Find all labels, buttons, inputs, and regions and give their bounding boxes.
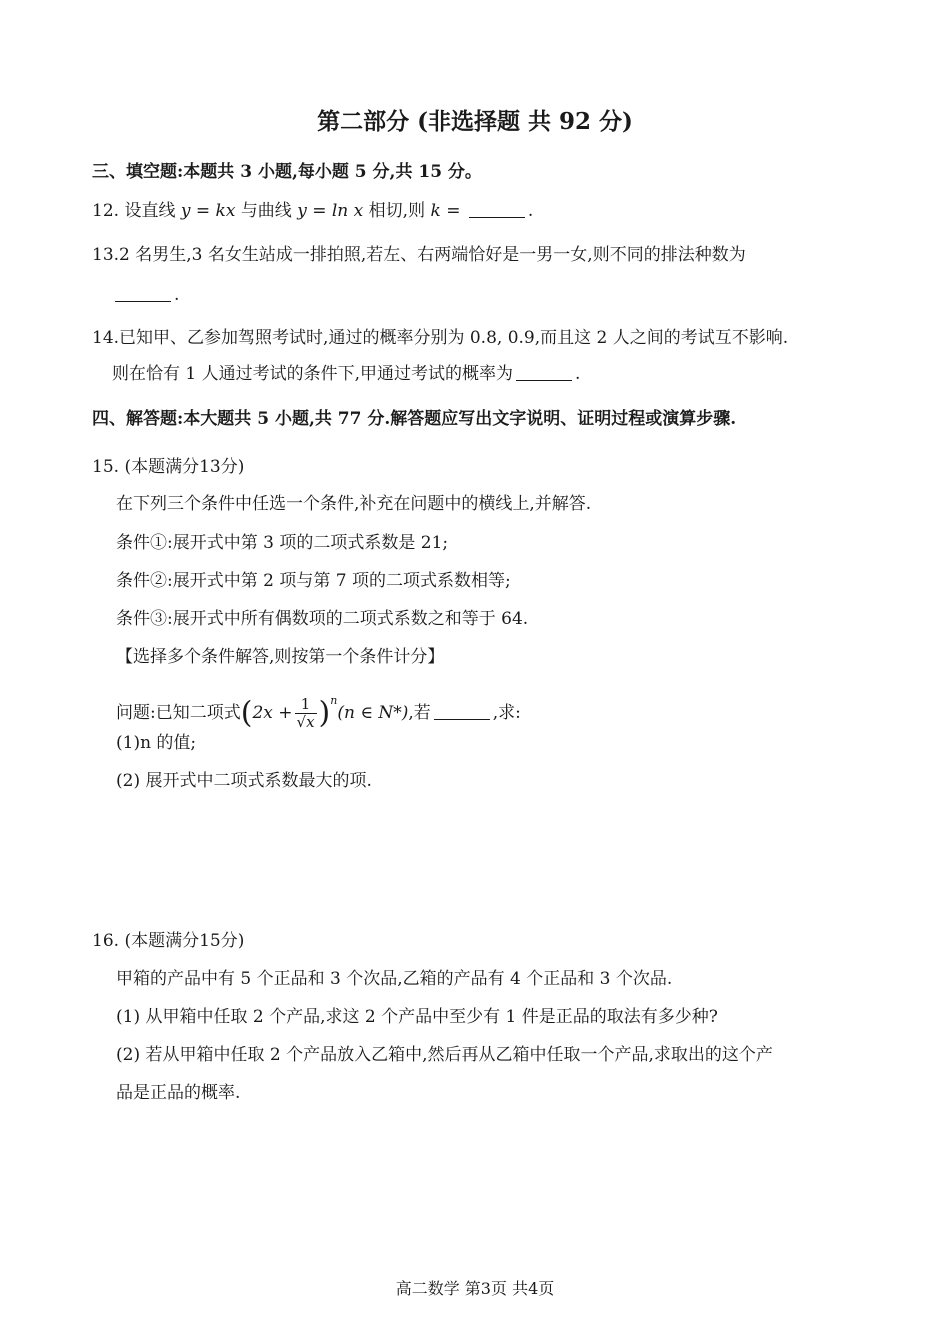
- q15-part-2: (2) 展开式中二项式系数最大的项.: [116, 771, 372, 791]
- q12-text-b: 与曲线: [240, 201, 292, 221]
- right-paren: ): [318, 695, 331, 731]
- fraction-denominator: √x: [296, 713, 315, 731]
- q15-score: (本题满分13分): [124, 457, 245, 477]
- q16-part-1: (1) 从甲箱中任取 2 个产品,求这 2 个产品中至少有 1 件是正品的取法有多少种?: [116, 1007, 718, 1027]
- question-12: [92, 199, 533, 223]
- q15-number: 15.: [92, 457, 120, 477]
- q12-eq2: y = ln x: [297, 201, 364, 221]
- question-14: [92, 326, 788, 350]
- q16-intro: 甲箱的产品中有 5 个正品和 3 个次品,乙箱的产品有 4 个正品和 3 个次品.: [116, 969, 673, 989]
- q16-score: (本题满分15分): [124, 931, 245, 951]
- q13-end: .: [174, 285, 180, 305]
- q15-problem-b: ,若: [408, 703, 431, 723]
- q15-part-1: (1)n 的值;: [116, 733, 197, 753]
- q16-part-2-line1: (2) 若从甲箱中任取 2 个产品放入乙箱中,然后再从乙箱中任取一个产品,求取出的这个产: [116, 1045, 773, 1065]
- question-13-cont: [112, 283, 179, 307]
- q12-text-c: 相切,则: [368, 201, 426, 221]
- q15-condition-2: 条件②:展开式中第 2 项与第 7 项的二项式系数相等;: [116, 571, 511, 591]
- q15-domain: (n ∈ N*): [337, 703, 409, 723]
- q14-end: .: [575, 364, 581, 384]
- q16-number: 16.: [92, 931, 120, 951]
- q15-note: 【选择多个条件解答,则按第一个条件计分】: [116, 647, 445, 667]
- q13-line1: 2 名男生,3 名女生站成一排拍照,若左、右两端恰好是一男一女,则不同的排法种数为: [119, 245, 746, 265]
- q12-eq3: k =: [430, 201, 461, 221]
- question-16-header: [92, 929, 244, 953]
- q16-part-2-line2: 品是正品的概率.: [116, 1083, 241, 1103]
- left-paren: (: [240, 695, 253, 731]
- q12-answer-blank[interactable]: [469, 201, 525, 218]
- exponent: n: [330, 694, 338, 707]
- section-title: 第二部分 (非选择题 共 92 分): [317, 108, 633, 135]
- section4-heading: 四、解答题:本大题共 5 小题,共 77 分.解答题应写出文字说明、证明过程或演算步骤.: [92, 409, 737, 429]
- q15-condition-3: 条件③:展开式中所有偶数项的二项式系数之和等于 64.: [116, 609, 529, 629]
- question-14-cont: [112, 362, 580, 386]
- q15-problem-a: 问题:已知二项式: [116, 703, 241, 723]
- q15-problem-c: ,求:: [492, 703, 521, 723]
- q15-problem: [116, 686, 521, 731]
- q15-answer-blank[interactable]: [434, 703, 490, 720]
- q15-intro: 在下列三个条件中任选一个条件,补充在问题中的横线上,并解答.: [116, 494, 592, 514]
- q15-expr-left: 2x +: [252, 703, 293, 723]
- fraction-numerator: 1: [295, 696, 317, 714]
- q12-end: .: [527, 201, 534, 221]
- fraction: [295, 696, 317, 731]
- q12-eq1: y = kx: [180, 201, 236, 221]
- q14-answer-blank[interactable]: [516, 364, 572, 381]
- question-15-header: [92, 455, 244, 479]
- page-footer: 高二数学 第3页 共4页: [395, 1279, 555, 1298]
- section3-heading: 三、填空题:本题共 3 小题,每小题 5 分,共 15 分。: [92, 162, 482, 182]
- q14-line1: 已知甲、乙参加驾照考试时,通过的概率分别为 0.8, 0.9,而且这 2 人之间的考试互不影响.: [119, 328, 789, 348]
- q15-condition-1: 条件①:展开式中第 3 项的二项式系数是 21;: [116, 533, 449, 553]
- question-13: [92, 243, 746, 267]
- q13-number: 13.: [92, 245, 120, 265]
- q14-line2: 则在恰有 1 人通过考试的条件下,甲通过考试的概率为: [112, 364, 514, 384]
- q13-answer-blank[interactable]: [115, 285, 171, 302]
- q14-number: 14.: [92, 328, 120, 348]
- q12-number: 12.: [92, 201, 120, 221]
- q12-text-a: 设直线: [124, 201, 176, 221]
